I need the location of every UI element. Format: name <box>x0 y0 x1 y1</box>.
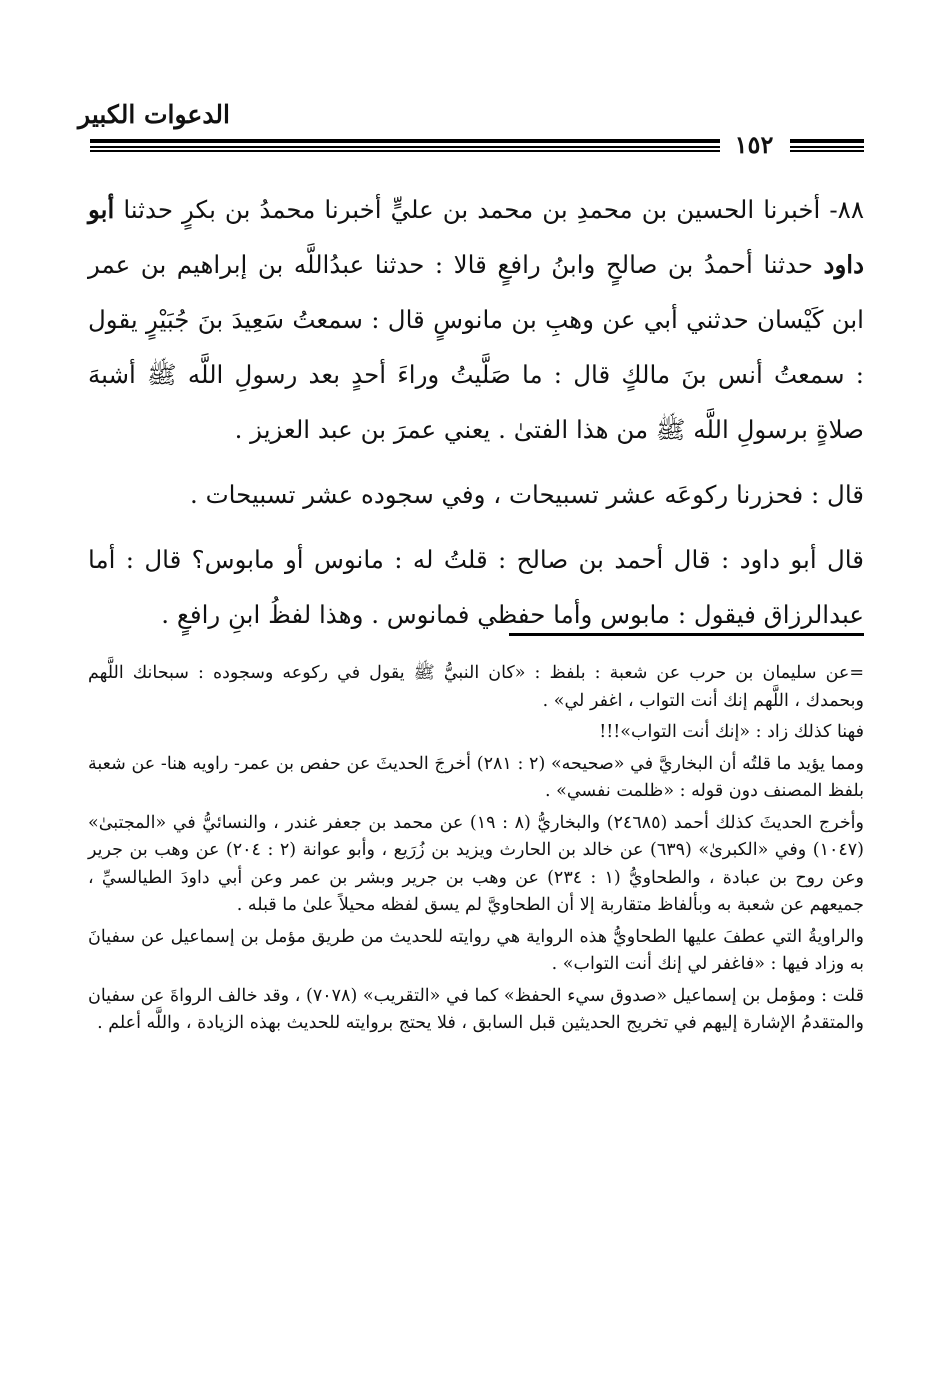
footnote-paragraph: فهنا كذلك زاد : «إنك أنت التواب»!!! <box>599 722 864 742</box>
footnote-paragraph: =عن سليمان بن حرب عن شعبة : بلفظ : «كان النبيُّ ﷺ يقول في ركوعه وسجوده : سبحانك اللَّهم وبحمدك ، اللَّهم إنك أنت التواب ، اغفر لي» . <box>88 663 864 711</box>
text-paragraph: قال : فحزرنا ركوعَه عشر تسبيحات ، وفي سجوده عشر تسبيحات . <box>190 480 864 509</box>
page-number: ١٥٢ <box>734 130 774 159</box>
footnote-paragraph: ومما يؤيد ما قلتُه أن البخاريَّ في «صحيحه» (٢ : ٢٨١) أخرجَ الحديثَ عن حفص بن عمر- راويه هنا- عن شعبة بلفظ المصنف دون قوله : «ظلمت نفسي» . <box>88 753 864 801</box>
footnote-paragraph: قلت : ومؤمل بن إسماعيل «صدوق سيء الحفظ» كما في «التقريب» (٧٠٧٨) ، وقد خالف الرواةَ عن سفيان والمتقدمُ الإشارة إليهم في تخريج الحديثين قبل السابق ، فلا يحتج بروايته للحديث بهذه الزيادة ، واللَّه أعلم . <box>88 985 865 1033</box>
header-rule <box>90 139 720 143</box>
narrator-name: أبو داود <box>88 195 864 279</box>
header-rule <box>790 139 864 143</box>
hadith-isnad-start: ٨٨- أخبرنا الحسين بن محمدِ بن محمد بن عليٍّ أخبرنا محمدُ بن بكرٍ حدثنا <box>114 195 864 224</box>
footnote-paragraph: والراويةُ التي عطفَ عليها الطحاويُّ هذه الرواية هي روايته للحديث من طريق مؤمل بن إسماعيل عن سفيانَ به وزاد فيها : «فاغفر لي إنك أنت التواب» . <box>88 926 864 974</box>
footnote-separator <box>509 633 864 636</box>
main-text <box>88 182 864 642</box>
text-paragraph: قال أبو داود : قال أحمد بن صالح : قلتُ له : مانوس أو مابوس؟ قال : أما عبدالرزاق فيقول : مابوس وأما حفظي فمانوس . وهذا لفظُ ابنِ رافعٍ . <box>88 545 864 629</box>
header-rule <box>90 150 720 152</box>
hadith-text: حدثنا أحمدُ بن صالحٍ وابنُ رافعٍ قالا : حدثنا عبدُاللَّه بن إبراهيم بن عمر ابن كَيْسان حدثني أبي عن وهبِ بن مانوسٍ قال : سمعتُ سَعِيدَ بنَ جُبَيْرٍ يقول : سمعتُ أنس بنَ مالكٍ قال : ما صَلَّيتُ وراءَ أحدٍ بعد رسولِ اللَّه ﷺ أشبهَ صلاةٍ برسولِ اللَّه ﷺ من هذا الفتىٰ . يعني عمرَ بن عبد العزيز . <box>88 250 864 444</box>
running-title: الدعوات الكبير <box>78 100 230 129</box>
header-rule <box>790 150 864 152</box>
hadith-paragraph <box>88 182 864 457</box>
header-rule <box>90 146 720 148</box>
header-rule <box>790 146 864 148</box>
footnote-paragraph: وأخرج الحديثَ كذلك أحمد (٢٤٦٨٥) والبخاريُّ (٨ : ١٩) عن محمد بن جعفر غندر ، والنسائيُّ في «المجتبىٰ» (١٠٤٧) وفي «الكبرىٰ» (٦٣٩) عن خالد بن الحارث ويزيد بن زُرَيع ، وأبو عوانة (٢ : ٢٠٤) عن وهب بن جرير وعن روح بن عبادة ، والطحاويُّ (١ : ٢٣٤) عن وهب بن جرير وبشر بن عمر وعن أبي داودَ الطيالسيِّ ، جميعهم عن شعبة به وبألفاظ متقاربة إلا أن الطحاويَّ لم يسق لفظه محيلاً علىٰ ما قبله . <box>88 812 864 915</box>
footnotes <box>88 660 864 1042</box>
